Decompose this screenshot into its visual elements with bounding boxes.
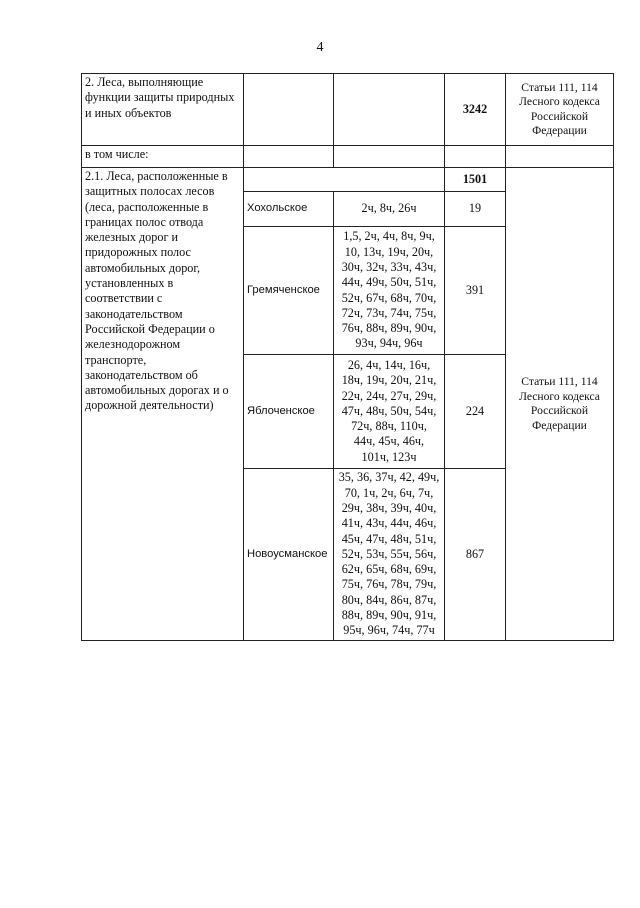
quarters-list: 35, 36, 37ч, 42, 49ч, 70, 1ч, 2ч, 6ч, 7ч, 29ч, 38ч, 39ч, 40ч, 41ч, 43ч, 44ч, 46ч, 45ч, 47ч, 48ч, 51ч, 52ч, 53ч, 55ч, 56ч, 62ч, 65ч, 68ч, 69ч, 75ч, 76ч, 78ч, 79ч, 80ч, 84ч, 86ч, 87ч, 88ч, 89ч, 90ч, 91ч, 95ч, 96ч, 74ч, 77ч [334, 469, 445, 641]
forestry-name: Гремяченское [244, 227, 334, 355]
category-cell: 2. Леса, выполняющие функции защиты природных и иных объектов [82, 74, 244, 146]
quarters-list: 2ч, 8ч, 26ч [334, 192, 445, 227]
page-number: 4 [316, 40, 324, 55]
forestry-cell-empty [244, 74, 334, 146]
forestry-name: Хохольское [244, 192, 334, 227]
total-empty-cell [244, 168, 445, 192]
protective-strips-law-cell: Статьи 111, 114 Лесного кодекса Российской Федерации [506, 168, 614, 641]
forest-category-table [81, 73, 614, 641]
area-cell: 3242 [445, 74, 506, 146]
forestry-area: 19 [445, 192, 506, 227]
including-label: в том числе: [82, 146, 244, 168]
total-area-cell: 1501 [445, 168, 506, 192]
forestry-name: Новоусманское [244, 469, 334, 641]
table-row-protective-strips-total [82, 168, 614, 192]
forestry-name: Яблоченское [244, 355, 334, 469]
quarters-list: 1,5, 2ч, 4ч, 8ч, 9ч, 10, 13ч, 19ч, 20ч, 30ч, 32ч, 33ч, 43ч, 44ч, 49ч, 50ч, 51ч, 52ч, 67ч, 68ч, 70ч, 72ч, 73ч, 74ч, 75ч, 76ч, 88ч, 89ч, 90ч, 93ч, 94ч, 96ч [334, 227, 445, 355]
quarters-cell-empty [334, 74, 445, 146]
protective-strips-category-cell: 2.1. Леса, расположенные в защитных полосах лесов (леса, расположенные в границах полос отвода железных дорог и придорожных полос автомобильных дорог, установленных в соответствии с законодательством Российской Федерации о железнодорожном транспорте, законодательством об автомобильных дорогах и о дорожной деятельности) [82, 168, 244, 641]
quarters-list: 26, 4ч, 14ч, 16ч, 18ч, 19ч, 20ч, 21ч, 22ч, 24ч, 27ч, 29ч, 47ч, 48ч, 50ч, 54ч, 72ч, 88ч, 110ч, 44ч, 45ч, 46ч, 101ч, 123ч [334, 355, 445, 469]
forestry-area: 224 [445, 355, 506, 469]
table-row-including [82, 146, 614, 168]
forestry-area: 391 [445, 227, 506, 355]
table-row-forest-protection [82, 74, 614, 146]
law-cell: Статьи 111, 114 Лесного кодекса Российской Федерации [506, 74, 614, 146]
forestry-area: 867 [445, 469, 506, 641]
